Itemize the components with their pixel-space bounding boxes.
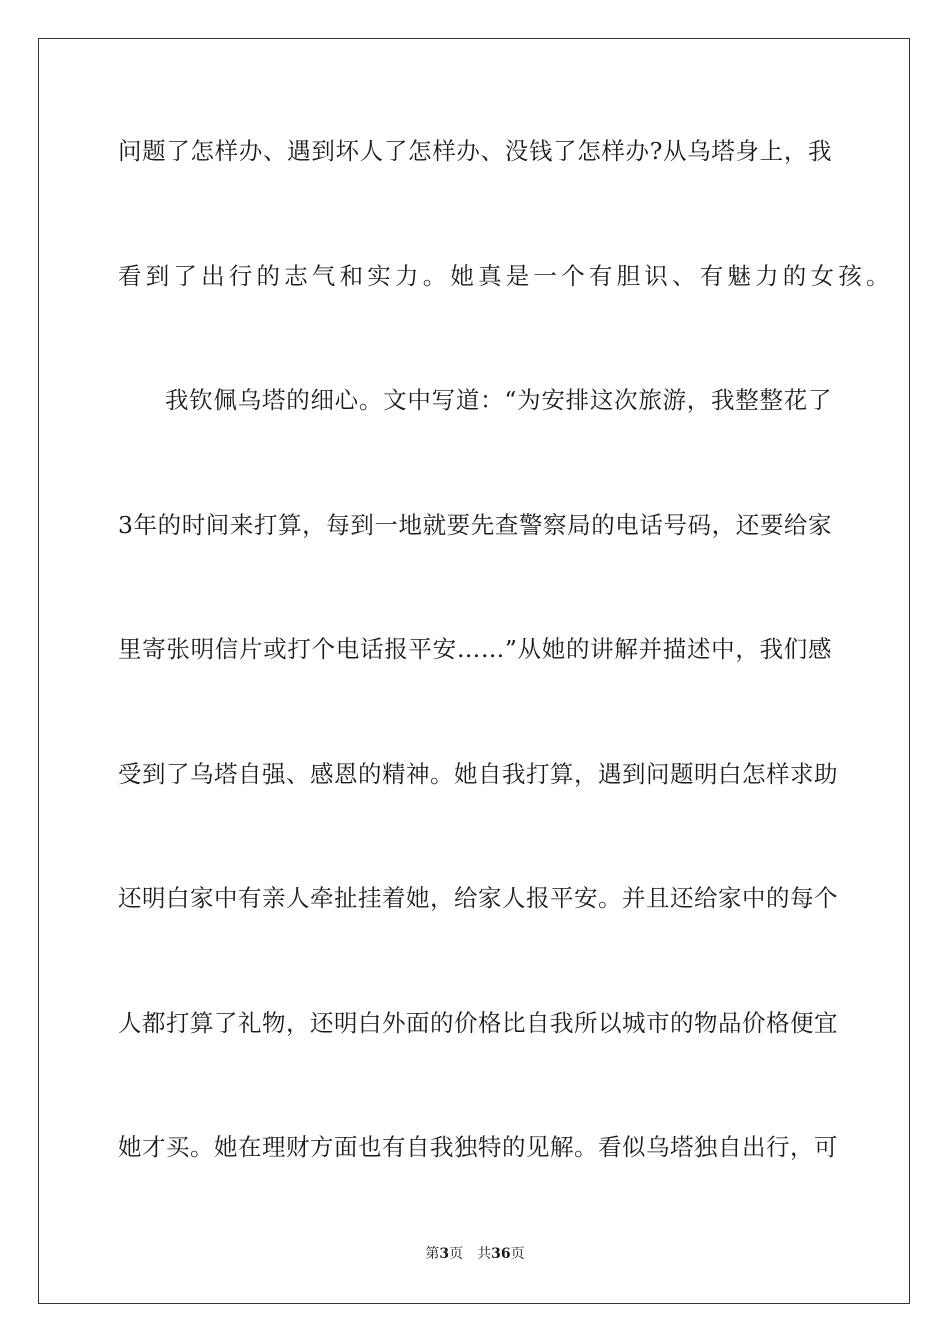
page-prefix: 第 [425,1246,440,1262]
text-line-2: 看到了出行的志气和实力。她真是一个有胆识、有魅力的女孩。 [118,262,894,290]
page-footer [0,1244,950,1264]
text-line-4: 3年的时间来打算，每到一地就要先查警察局的电话号码，还要给家 [118,511,832,539]
total-prefix: 共 [477,1246,492,1262]
text-line-7: 还明白家中有亲人牵扯挂着她，给家人报平安。并且还给家中的每个 [118,884,838,912]
text-line-9: 她才买。她在理财方面也有自我独特的见解。看似乌塔独自出行，可 [118,1133,838,1161]
page-number: 3 [439,1246,450,1262]
total-pages: 36 [491,1246,511,1262]
text-line-8: 人都打算了礼物，还明白外面的价格比自我所以城市的物品价格便宜 [118,1009,838,1037]
text-line-3: 我钦佩乌塔的细心。文中写道：“为安排这次旅游，我整整花了 [165,386,832,414]
total-suffix: 页 [510,1246,525,1262]
text-line-1: 问题了怎样办、遇到坏人了怎样办、没钱了怎样办?从乌塔身上，我 [118,137,832,165]
page-suffix: 页 [449,1246,464,1262]
text-line-6: 受到了乌塔自强、感恩的精神。她自我打算，遇到问题明白怎样求助 [118,760,838,788]
text-line-5: 里寄张明信片或打个电话报平安……”从她的讲解并描述中，我们感 [118,635,832,663]
page-border [38,38,910,1304]
